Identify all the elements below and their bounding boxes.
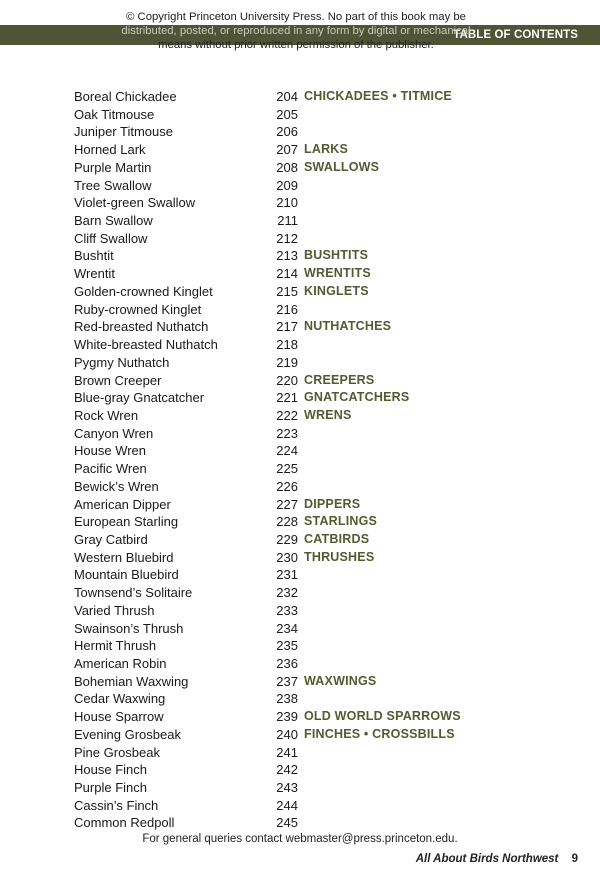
species-name: Tree Swallow [74, 177, 152, 193]
species-name: Blue-gray Gnatcatcher [74, 390, 205, 406]
species-name: Hermit Thrush [74, 638, 157, 654]
toc-row [74, 177, 544, 195]
page-reference: 213 [276, 248, 298, 264]
family-heading: CREEPERS [304, 372, 375, 387]
page-reference: 217 [276, 319, 298, 335]
species-name: House Finch [74, 762, 147, 778]
species-name: Oak Titmouse [74, 106, 155, 122]
toc-row [74, 425, 544, 443]
toc-row [74, 301, 544, 319]
species-name: House Wren [74, 443, 147, 459]
page-reference: 236 [276, 656, 298, 671]
species-name: Boreal Chickadee [74, 89, 177, 104]
species-name: Pacific Wren [74, 461, 147, 477]
page-reference: 218 [276, 337, 298, 353]
family-heading: BUSHTITS [304, 248, 369, 263]
page-reference: 229 [276, 531, 298, 547]
family-heading: CATBIRDS [304, 531, 370, 546]
page-reference: 231 [276, 567, 298, 583]
family-heading: WRENTITS [304, 266, 371, 281]
toc-row [74, 744, 544, 762]
copyright-notice [116, 10, 476, 52]
family-heading: WRENS [304, 407, 352, 422]
species-name: European Starling [74, 514, 179, 530]
page-reference: 240 [276, 726, 298, 742]
species-name: Brown Creeper [74, 372, 162, 388]
page-reference: 228 [276, 514, 298, 530]
species-name: Cliff Swallow [74, 230, 148, 246]
toc-row [74, 389, 544, 407]
species-name: Violet-green Swallow [74, 195, 196, 211]
page-reference: 224 [276, 443, 298, 459]
toc-row [74, 779, 544, 797]
page-reference: 239 [276, 709, 298, 725]
toc-row [74, 372, 544, 390]
toc-row [74, 247, 544, 265]
page-number: 9 [571, 853, 578, 865]
page-reference: 210 [276, 195, 298, 211]
toc-row [74, 460, 544, 478]
page-reference: 232 [276, 585, 298, 601]
page-reference: 220 [276, 372, 298, 388]
toc-row [74, 336, 544, 354]
family-heading: KINGLETS [304, 283, 369, 298]
toc-row [74, 407, 544, 425]
species-name: Townsend’s Solitaire [74, 585, 193, 601]
species-name: Cedar Waxwing [74, 691, 166, 707]
page-reference: 241 [276, 744, 298, 760]
page-reference: 212 [276, 230, 298, 246]
species-name: House Sparrow [74, 709, 164, 725]
toc-row [74, 673, 544, 691]
toc-row [74, 637, 544, 655]
toc-row [74, 566, 544, 584]
family-heading: DIPPERS [304, 496, 361, 511]
toc-row [74, 814, 544, 832]
species-name: Juniper Titmouse [74, 124, 173, 140]
section-tab: TABLE OF CONTENTS [439, 25, 600, 45]
toc-row [74, 194, 544, 212]
toc-row [74, 123, 544, 141]
toc-row [74, 726, 544, 744]
page-reference: 233 [276, 602, 298, 618]
family-heading: SWALLOWS [304, 159, 380, 174]
page-reference: 242 [276, 762, 298, 778]
page-reference: 215 [276, 283, 298, 299]
contact-footer: For general queries contact webmaster@press.princeton.edu. [142, 833, 458, 845]
toc-row [74, 655, 544, 673]
species-name: Purple Martin [74, 159, 152, 175]
species-name: White-breasted Nuthatch [74, 337, 218, 353]
species-name: Purple Finch [74, 780, 147, 796]
toc-row [74, 797, 544, 815]
page-reference: 234 [276, 620, 298, 636]
family-heading: GNATCATCHERS [304, 390, 410, 405]
species-name: Ruby-crowned Kinglet [74, 301, 202, 317]
page-reference: 207 [276, 142, 298, 158]
family-heading: LARKS [304, 142, 349, 157]
species-name: Cassin’s Finch [74, 797, 159, 813]
species-name: Golden-crowned Kinglet [74, 283, 213, 299]
toc-row [74, 584, 544, 602]
page-reference: 245 [276, 815, 298, 831]
family-heading: CHICKADEES • TITMICE [304, 89, 452, 103]
page-reference: 216 [276, 301, 298, 317]
toc-row [74, 159, 544, 177]
toc-row [74, 230, 544, 248]
species-name: Evening Grosbeak [74, 726, 181, 742]
table-of-contents [74, 88, 544, 832]
toc-row [74, 88, 544, 106]
page-reference: 204 [276, 89, 298, 104]
page-reference: 230 [276, 549, 298, 565]
toc-row [74, 106, 544, 124]
species-name: Western Bluebird [74, 549, 174, 565]
copyright-line: means without prior written permission of the publisher. [158, 39, 434, 51]
species-name: American Robin [74, 656, 167, 671]
page-reference: 223 [276, 425, 298, 441]
page-reference: 208 [276, 159, 298, 175]
page-reference: 244 [276, 797, 298, 813]
page-reference: 237 [276, 673, 298, 689]
species-name: Rock Wren [74, 407, 139, 423]
species-name: Gray Catbird [74, 531, 148, 547]
toc-row [74, 141, 544, 159]
page-reference: 221 [276, 390, 298, 406]
species-name: American Dipper [74, 496, 171, 512]
page-reference: 238 [276, 691, 298, 707]
species-name: Barn Swallow [74, 213, 153, 229]
toc-row [74, 354, 544, 372]
species-name: Swainson’s Thrush [74, 620, 184, 636]
species-name: Common Redpoll [74, 815, 175, 831]
page-reference: 211 [277, 213, 298, 229]
species-name: Bohemian Waxwing [74, 673, 189, 689]
page-reference: 205 [276, 106, 298, 122]
toc-row [74, 761, 544, 779]
page-reference: 214 [276, 266, 298, 282]
toc-row [74, 496, 544, 514]
family-heading: STARLINGS [304, 514, 378, 529]
running-footer [416, 853, 578, 865]
family-heading: FINCHES • CROSSBILLS [304, 726, 455, 741]
toc-row [74, 318, 544, 336]
page-reference: 243 [276, 780, 298, 796]
page-reference: 206 [276, 124, 298, 140]
family-heading: NUTHATCHES [304, 319, 392, 334]
toc-row [74, 690, 544, 708]
toc-row [74, 283, 544, 301]
species-name: Mountain Bluebird [74, 567, 179, 583]
species-name: Bushtit [74, 248, 114, 264]
family-heading: THRUSHES [304, 549, 375, 564]
book-title: All About Birds Northwest [415, 853, 559, 865]
toc-row [74, 549, 544, 567]
toc-row [74, 620, 544, 638]
copyright-line: distributed, posted, or reproduced in any form by digital or mechanical [121, 25, 471, 37]
toc-row [74, 212, 544, 230]
copyright-line: © Copyright Princeton University Press. No part of this book may be [126, 11, 466, 23]
page-reference: 225 [276, 461, 298, 477]
page-reference: 222 [276, 407, 298, 423]
species-name: Wrentit [74, 266, 115, 282]
page-reference: 235 [276, 638, 298, 654]
page-reference: 227 [276, 496, 298, 512]
toc-row [74, 708, 544, 726]
toc-row [74, 442, 544, 460]
species-name: Canyon Wren [74, 425, 154, 441]
page-reference: 226 [276, 478, 298, 494]
page-reference: 209 [276, 177, 298, 193]
toc-row [74, 602, 544, 620]
toc-row [74, 265, 544, 283]
toc-row [74, 478, 544, 496]
species-name: Red-breasted Nuthatch [74, 319, 209, 335]
species-name: Pygmy Nuthatch [74, 354, 170, 370]
species-name: Varied Thrush [74, 602, 155, 618]
family-heading: WAXWINGS [304, 673, 377, 688]
page-reference: 219 [276, 354, 298, 370]
toc-row [74, 513, 544, 531]
species-name: Pine Grosbeak [74, 744, 160, 760]
species-name: Horned Lark [74, 142, 146, 158]
toc-row [74, 531, 544, 549]
species-name: Bewick’s Wren [74, 478, 159, 494]
family-heading: OLD WORLD SPARROWS [304, 709, 461, 724]
